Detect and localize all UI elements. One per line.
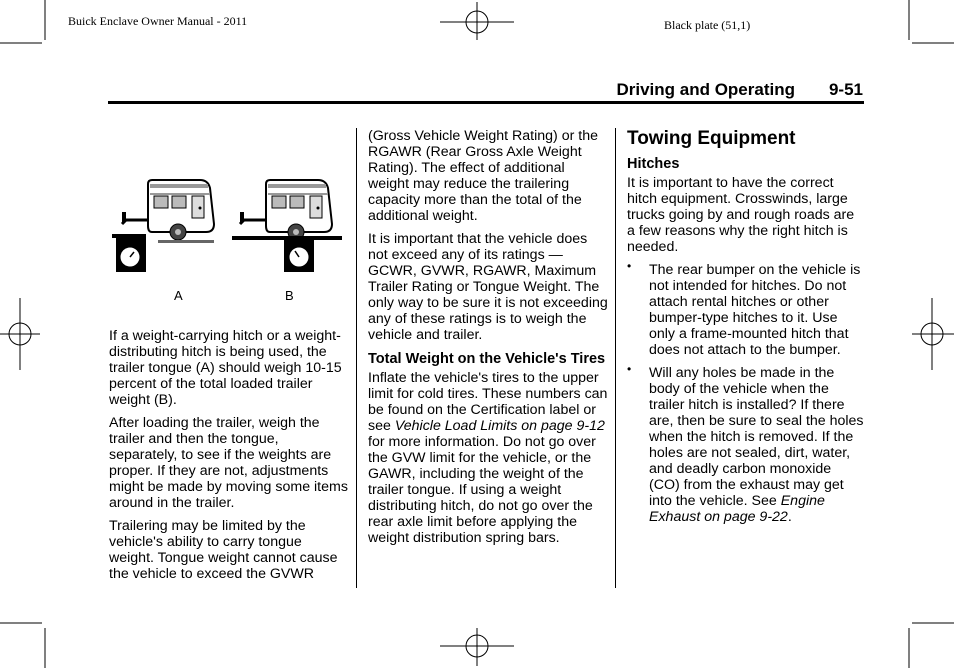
column-divider-1 (356, 128, 357, 588)
plate-label: Black plate (51,1) (664, 18, 751, 32)
column-divider-2 (615, 128, 616, 588)
bullet-holes-end: . (787, 509, 792, 525)
paragraph-inflate-tires-text-a: Inflate the vehicle's tires to the upper limit for cold tires. These numbers can be found on the Certification label or see (368, 370, 608, 434)
heading-towing-equipment: Towing Equipment (627, 128, 796, 149)
trailer-a-icon (112, 180, 214, 272)
link-engine-exhaust[interactable]: Engine Exhaust on page 9-22 (649, 493, 825, 525)
paragraph-inflate-tires-text-b: for more information. Do not go over the GVW limit for the vehicle, or the GAWR, including the weight of the trailer tongue. If using a weight distributing hitch, do not go over the rear axle limit before applying the weight distribution spring bars. (368, 434, 596, 546)
column-1 (109, 328, 349, 589)
bullet-icon: • (627, 362, 632, 376)
paragraph-correct-hitch: It is important to have the correct hitch equipment. Crosswinds, large trucks going by and rough roads are a few reasons why the right hitch is needed. (627, 175, 855, 255)
paragraph-inflate-tires (368, 370, 608, 546)
paragraph-after-loading: After loading the trailer, weigh the trailer and then the tongue, separately, to see if the weights are proper. If they are not, adjustments might be made by moving some items around in the trailer. (109, 415, 348, 511)
column-3 (627, 128, 865, 532)
trailer-b-icon (232, 180, 342, 272)
page-number: 9-51 (828, 80, 863, 99)
paragraph-gvwr-continued: (Gross Vehicle Weight Rating) or the RGAWR (Rear Gross Axle Weight Rating). The effect of additional weight may reduce the trailering capacity more than the total of the additional weight. (368, 128, 598, 224)
section-name: Driving and Operating (616, 80, 795, 99)
manual-title: Buick Enclave Owner Manual - 2011 (68, 14, 248, 28)
paragraph-tongue-weight: If a weight-carrying hitch or a weight-distributing hitch is being used, the trailer tongue (A) should weigh 10-15 percent of the total loaded trailer weight (B). (109, 328, 342, 408)
paragraph-ratings: It is important that the vehicle does not exceed any of its ratings — GCWR, GVWR, RGAWR, Maximum Trailer Rating or Tongue Weight. The only way to be sure it is not exceeding any of these ratings is to weigh the vehicle and trailer. (368, 231, 608, 343)
bullet-icon: • (627, 259, 632, 273)
heading-total-weight: Total Weight on the Vehicle's Tires (368, 351, 606, 367)
header-rule (108, 101, 864, 104)
link-vehicle-load-limits[interactable]: Vehicle Load Limits on page 9-12 (394, 418, 605, 434)
bullet-rear-bumper: The rear bumper on the vehicle is not intended for hitches. Do not attach rental hitches or other bumper-type hitches to it. Use only a frame-mounted hitch that does not attach to the bumper. (649, 262, 861, 358)
hitch-bullet-list (627, 259, 865, 525)
list-item (627, 362, 865, 525)
figure-label-a: A (174, 288, 183, 303)
figure-label-b: B (285, 288, 294, 303)
column-2 (368, 128, 608, 553)
bullet-holes-text: Will any holes be made in the body of the vehicle when the trailer hitch is installed? If there are, then be sure to seal the holes when the hitch is removed. If the holes are not sealed, dirt, water, and deadly carbon monoxide (CO) from the exhaust may get into the vehicle. See (649, 365, 864, 509)
trailer-weighing-illustration (112, 176, 342, 306)
ground-line-a (158, 240, 214, 243)
heading-hitches: Hitches (627, 156, 680, 172)
paragraph-trailering-limited: Trailering may be limited by the vehicle's ability to carry tongue weight. Tongue weight cannot cause the vehicle to exceed the GVWR (109, 518, 338, 582)
list-item (627, 259, 865, 358)
